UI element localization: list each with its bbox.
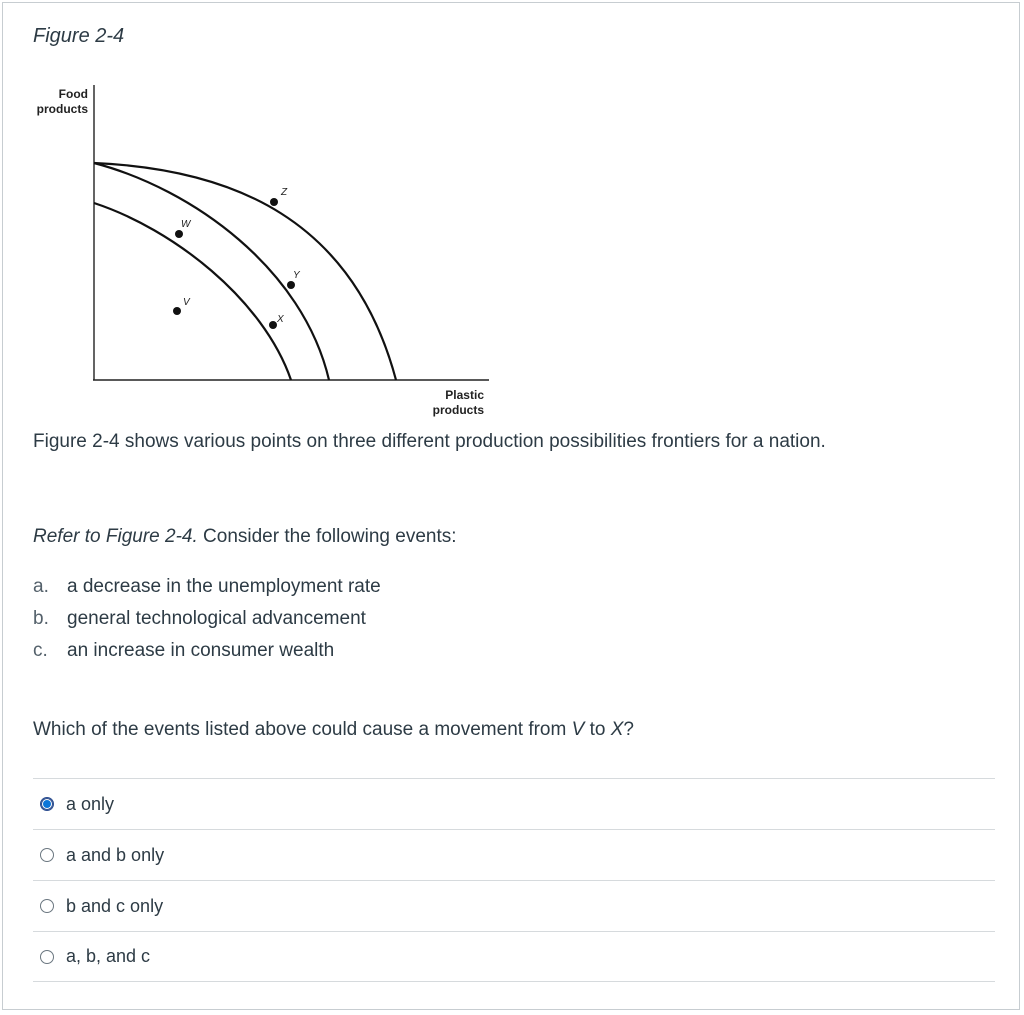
x-axis-label-line1: Plastic xyxy=(445,388,484,402)
prompt-text-mid: to xyxy=(584,719,611,740)
event-letter: a. xyxy=(33,576,49,597)
event-text: a decrease in the unemployment rate xyxy=(67,576,381,597)
event-text: general technological advancement xyxy=(67,608,366,629)
answer-label: a and b only xyxy=(66,844,165,865)
y-axis-label-line1: Food xyxy=(58,87,88,101)
answer-options xyxy=(33,778,995,982)
radio-button[interactable] xyxy=(40,950,54,964)
answer-option-all[interactable] xyxy=(33,931,995,982)
point-v xyxy=(173,307,181,315)
radio-button-selected[interactable] xyxy=(40,797,54,811)
answer-option-a-and-b[interactable] xyxy=(33,829,995,880)
prompt-text-end: ? xyxy=(623,719,634,740)
question-card xyxy=(2,2,1020,1010)
point-w-label: W xyxy=(181,219,191,230)
event-item xyxy=(33,639,381,671)
event-item xyxy=(33,607,381,639)
point-z-label: Z xyxy=(281,187,288,198)
point-v-label: V xyxy=(183,297,190,308)
figure-reference: Refer to Figure 2-4. xyxy=(33,526,198,547)
event-letter: c. xyxy=(33,640,48,661)
question-intro xyxy=(33,526,457,548)
question-intro-text: Consider the following events: xyxy=(197,526,457,547)
event-letter: b. xyxy=(33,608,49,629)
answer-label: a only xyxy=(66,793,115,814)
ppf-figure xyxy=(23,79,503,424)
x-axis-label-line2: products xyxy=(432,403,484,417)
figure-caption: Figure 2-4 shows various points on three different production possibilities frontiers for a nation. xyxy=(33,431,826,452)
point-z xyxy=(270,198,278,206)
answer-label: a, b, and c xyxy=(66,946,151,966)
ppf-curve-outer xyxy=(94,163,396,380)
question-prompt xyxy=(33,719,634,741)
y-axis-label-line2: products xyxy=(36,102,88,116)
point-y-label: Y xyxy=(293,270,300,281)
prompt-point-x: X xyxy=(610,719,624,740)
answer-option-a-only[interactable] xyxy=(33,778,995,829)
answer-option-b-and-c[interactable] xyxy=(33,880,995,931)
event-text: an increase in consumer wealth xyxy=(67,640,335,661)
prompt-text: Which of the events listed above could cause a movement from xyxy=(33,719,572,740)
radio-button[interactable] xyxy=(40,899,54,913)
point-x xyxy=(269,321,277,329)
point-w xyxy=(175,230,183,238)
events-list xyxy=(33,575,381,671)
point-x-label: X xyxy=(277,314,284,325)
prompt-point-v: V xyxy=(571,719,585,740)
ppf-curve-inner xyxy=(94,203,291,380)
answer-label: b and c only xyxy=(66,895,164,916)
figure-title: Figure 2-4 xyxy=(33,25,125,47)
event-item xyxy=(33,575,381,607)
point-y xyxy=(287,281,295,289)
radio-button[interactable] xyxy=(40,848,54,862)
